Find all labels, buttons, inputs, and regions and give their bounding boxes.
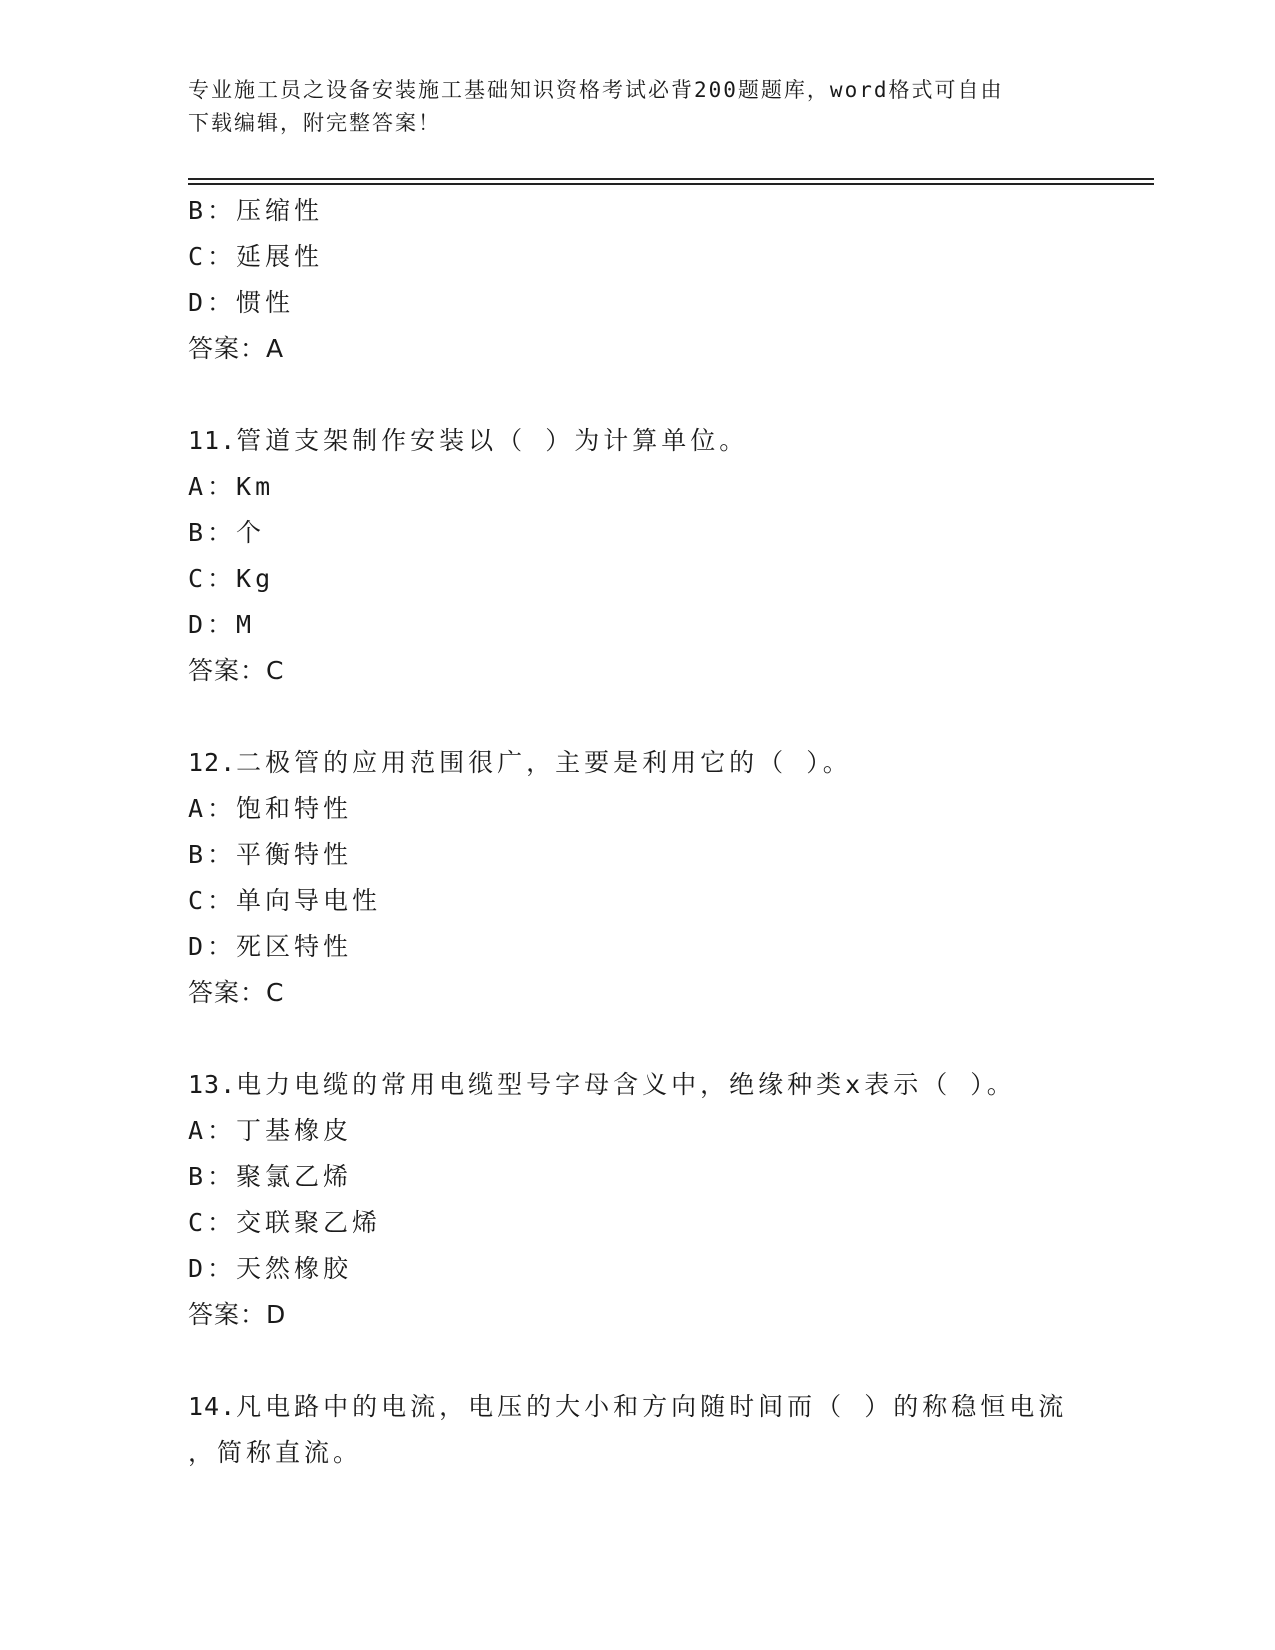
option-d: D：死区特性	[188, 932, 353, 961]
option-b: B：聚氯乙烯	[188, 1162, 353, 1191]
question-list	[188, 188, 1088, 1476]
option-a: A：丁基橡皮	[188, 1116, 353, 1145]
question-13	[188, 1062, 1088, 1338]
question-stem	[188, 418, 1088, 464]
document-header	[188, 74, 1088, 140]
question-text: 电力电缆的常用电缆型号字母含义中，绝缘种类x表示（ ）。	[236, 1070, 1016, 1099]
option-c: C：Kg	[188, 564, 275, 593]
option-d: D：天然橡胶	[188, 1254, 353, 1283]
header-line-1: 专业施工员之设备安装施工基础知识资格考试必背200题题库，word格式可自由	[188, 78, 1004, 102]
question-text-continued: ，简称直流。	[188, 1438, 363, 1467]
question-number: 12.	[188, 748, 237, 777]
question-11	[188, 418, 1088, 694]
option-b: B：个	[188, 518, 266, 547]
question-text: 管道支架制作安装以（ ）为计算单位。	[236, 426, 749, 455]
spacer	[188, 694, 1088, 740]
question-text: 二极管的应用范围很广，主要是利用它的（ ）。	[236, 748, 852, 777]
question-stem	[188, 1384, 1088, 1430]
option-c: C：延展性	[188, 242, 324, 271]
option-c: C：交联聚乙烯	[188, 1208, 382, 1237]
option-c: C：单向导电性	[188, 886, 382, 915]
answer-line: 答案：D	[188, 1300, 287, 1329]
question-number: 13.	[188, 1070, 237, 1099]
option-a: A：Km	[188, 472, 275, 501]
question-10-tail	[188, 188, 1088, 372]
header-line-2: 下载编辑，附完整答案！	[188, 111, 441, 135]
question-14	[188, 1384, 1088, 1476]
question-text: 凡电路中的电流，电压的大小和方向随时间而（ ）的称稳恒电流	[236, 1392, 1068, 1421]
question-number: 11.	[188, 426, 237, 455]
question-stem	[188, 740, 1088, 786]
answer-line: 答案：A	[188, 334, 285, 363]
question-12	[188, 740, 1088, 1016]
spacer	[188, 1016, 1088, 1062]
header-rule-top	[188, 178, 1154, 180]
option-d: D：惯性	[188, 288, 295, 317]
option-b: B：压缩性	[188, 196, 324, 225]
option-a: A：饱和特性	[188, 794, 353, 823]
option-d: D：M	[188, 610, 256, 639]
question-stem	[188, 1062, 1088, 1108]
header-rule-bottom	[188, 183, 1154, 185]
question-number: 14.	[188, 1392, 237, 1421]
answer-line: 答案：C	[188, 656, 285, 685]
spacer	[188, 372, 1088, 418]
spacer	[188, 1338, 1088, 1384]
option-b: B：平衡特性	[188, 840, 353, 869]
answer-line: 答案：C	[188, 978, 285, 1007]
